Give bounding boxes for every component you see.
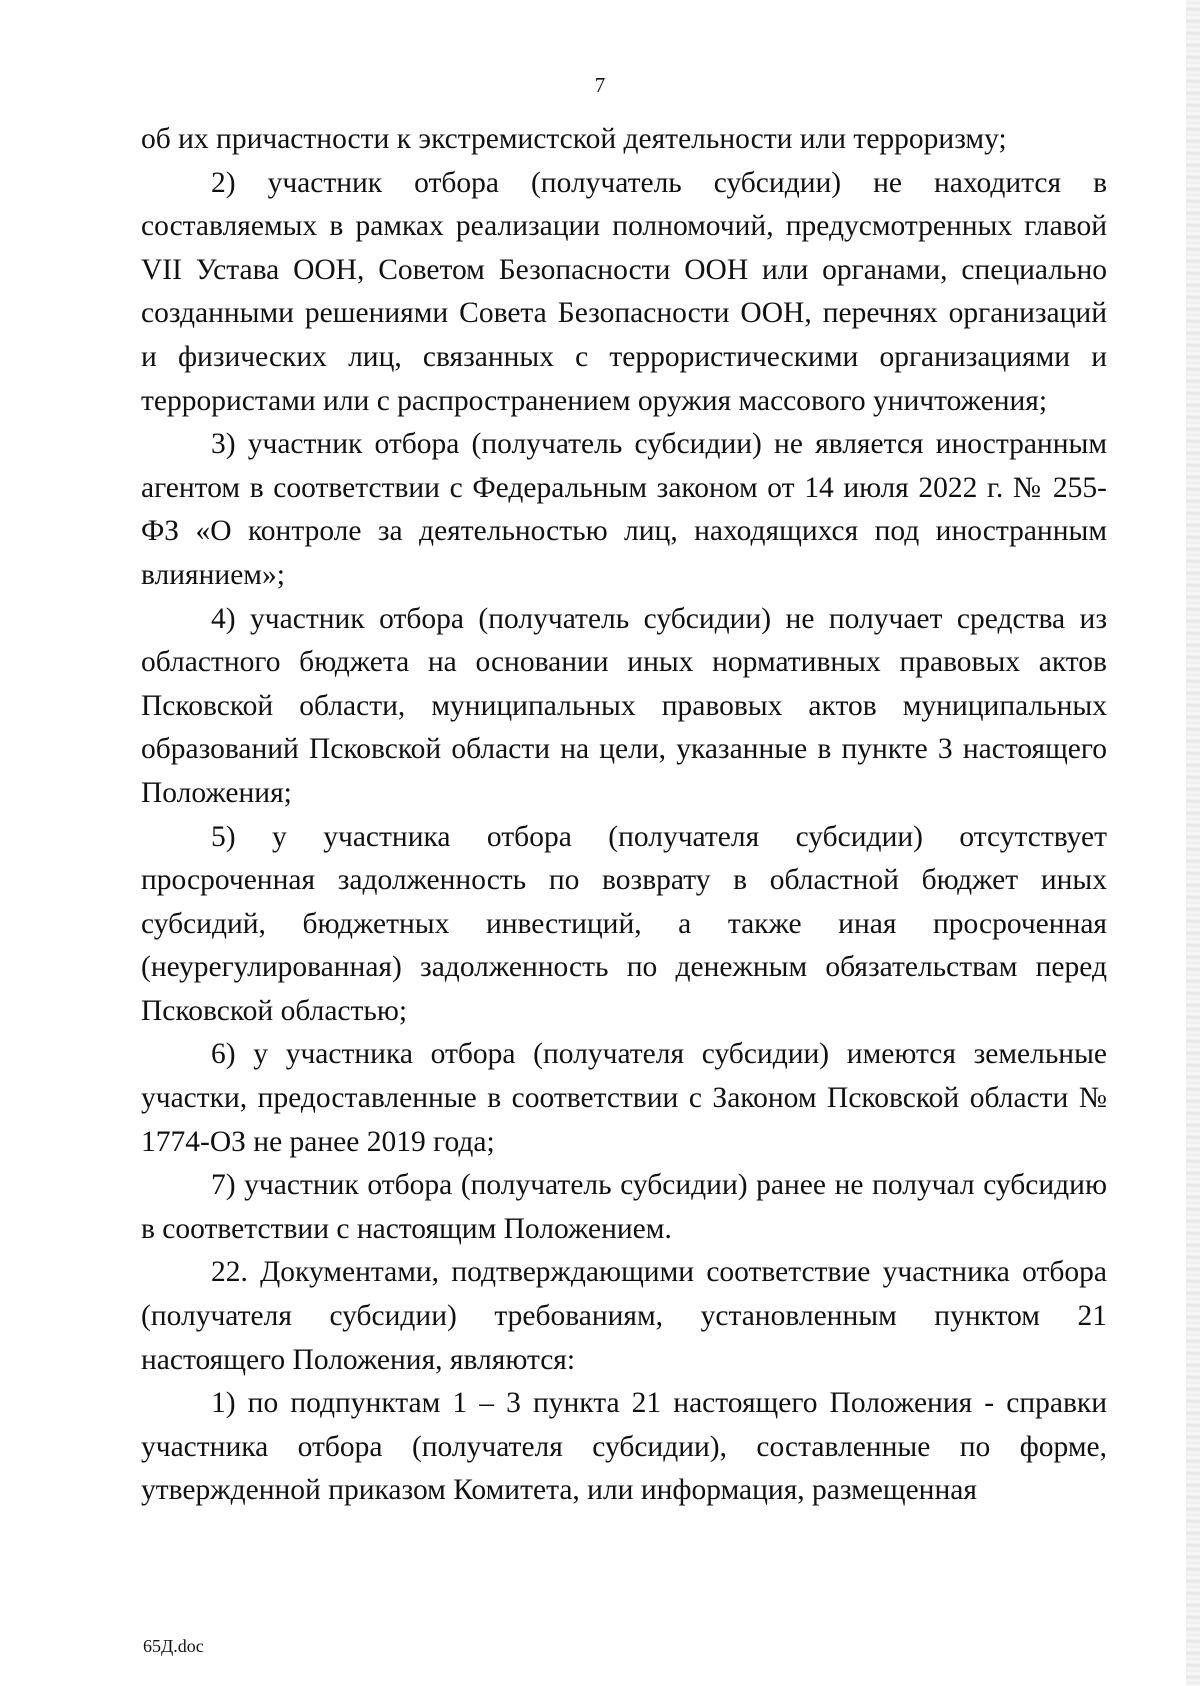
scan-edge bbox=[1186, 0, 1200, 1686]
paragraph-item-4: 4) участник отбора (получатель субсидии) не получает средства из областного бюджета на основании иных нормативных правовых актов Псковской области, муниципальных правовых актов муниципальных образований Псковской области на цели, указанные в пункте 3 настоящего Положения; bbox=[141, 602, 1107, 809]
footer-filename: 65Д.doc bbox=[143, 1636, 204, 1656]
paragraph-section-22: 22. Документами, подтверждающими соответствие участника отбора (получателя субсидии) требованиям, установленным пунктом 21 настоящего Положения, являются: bbox=[141, 1256, 1107, 1376]
paragraph-item-7: 7) участник отбора (получатель субсидии) ранее не получал субсидию в соответствии с настоящим Положением. bbox=[141, 1169, 1107, 1245]
paragraph-item-5: 5) у участника отбора (получателя субсидии) отсутствует просроченная задолженность по возврату в областной бюджет иных субсидий, бюджетных инвестиций, а также иная просроченная (неурегулированная) задолженность по денежным обязательствам перед Псковской областью; bbox=[141, 820, 1107, 1027]
paragraph-continuation: об их причастности к экстремистской деятельности или терроризму; bbox=[141, 123, 1007, 155]
paragraph-item-3: 3) участник отбора (получатель субсидии) не является иностранным агентом в соответствии с Федеральным законом от 14 июля 2022 г. № 255-ФЗ «О контроле за деятельностью лиц, находящихся под иностранным влиянием»; bbox=[141, 428, 1107, 591]
page-number: 7 bbox=[594, 73, 606, 97]
paragraph-item-6: 6) у участника отбора (получателя субсидии) имеются земельные участки, предоставленные в соответствии с Законом Псковской области № 1774-ОЗ не ранее 2019 года; bbox=[141, 1038, 1107, 1158]
document-body bbox=[141, 118, 1107, 1513]
paragraph-item-2: 2) участник отбора (получатель субсидии) не находится в составляемых в рамках реализации полномочий, предусмотренных главой VII Устава ООН, Советом Безопасности ООН или органами, специально созданными решениями Совета Безопасности ООН, перечнях организаций и физических лиц, связанных с террористическими организациями и террористами или с распространением оружия массового уничтожения; bbox=[141, 166, 1107, 417]
paragraph-section-22-item-1: 1) по подпунктам 1 – 3 пункта 21 настоящего Положения - справки участника отбора (получателя субсидии), составленные по форме, утвержденной приказом Комитета, или информация, размещенная bbox=[141, 1387, 1107, 1507]
